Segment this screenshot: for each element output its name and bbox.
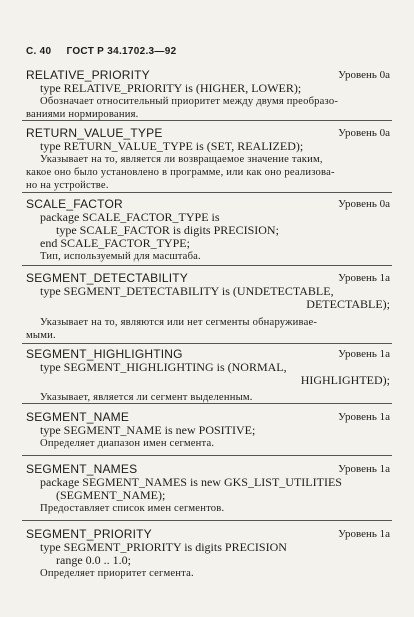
section-divider bbox=[22, 403, 392, 404]
entry-definition: package SCALE_FACTOR_TYPE is bbox=[40, 210, 220, 224]
entry-description: Тип, используемый для масштаба. bbox=[40, 251, 201, 262]
entry-description: Обозначает относительный приоритет между двумя преобразо- bbox=[40, 96, 339, 107]
entry-definition: range 0.0 .. 1.0; bbox=[56, 553, 131, 567]
entry-name: RETURN_VALUE_TYPE bbox=[26, 126, 163, 140]
section-divider bbox=[22, 192, 392, 193]
entry-segment-names bbox=[26, 463, 390, 515]
entry-return-value-type bbox=[26, 127, 390, 192]
entry-scale-factor bbox=[26, 198, 390, 263]
page-number: С. 40 bbox=[26, 46, 52, 57]
entry-segment-detectability bbox=[26, 272, 390, 342]
entry-name: SEGMENT_NAME bbox=[26, 410, 130, 424]
entry-definition: package SEGMENT_NAMES is new GKS_LIST_UTILITIES bbox=[40, 475, 342, 489]
entry-description: Указывает на то, является ли возвращаемое значение таким, bbox=[40, 154, 323, 165]
entry-definition: type SEGMENT_PRIORITY is digits PRECISION bbox=[40, 540, 287, 554]
entry-level: Уровень 1а bbox=[338, 528, 390, 540]
entry-name: SEGMENT_NAMES bbox=[26, 462, 138, 476]
entry-level: Уровень 0а bbox=[338, 127, 390, 139]
entry-definition: (SEGMENT_NAME); bbox=[56, 488, 166, 502]
entry-segment-name bbox=[26, 411, 390, 450]
entry-description: Определяет приоритет сегмента. bbox=[40, 568, 194, 579]
entry-description: Определяет диапазон имен сегмента. bbox=[40, 438, 215, 449]
entry-definition: type SEGMENT_DETECTABILITY is (UNDETECTABLE, bbox=[40, 284, 334, 298]
entry-level: Уровень 1а bbox=[338, 348, 390, 360]
entry-level: Уровень 0а bbox=[338, 69, 390, 81]
entry-description: но на устройстве. bbox=[26, 180, 109, 191]
entry-name: SEGMENT_PRIORITY bbox=[26, 527, 152, 541]
entry-name: RELATIVE_PRIORITY bbox=[26, 68, 150, 82]
section-divider bbox=[22, 455, 392, 456]
entry-definition: DETECTABLE); bbox=[306, 297, 390, 311]
entry-name: SCALE_FACTOR bbox=[26, 197, 123, 211]
section-divider bbox=[22, 265, 392, 266]
section-divider bbox=[22, 343, 392, 344]
entry-definition: type RELATIVE_PRIORITY is (HIGHER, LOWER); bbox=[40, 81, 302, 95]
entry-definition: type SCALE_FACTOR is digits PRECISION; bbox=[56, 223, 279, 237]
entry-name: SEGMENT_DETECTABILITY bbox=[26, 271, 189, 285]
entry-description: Предоставляет список имен сегментов. bbox=[40, 503, 225, 514]
page-header bbox=[26, 46, 188, 57]
entry-description: Указывает, является ли сегмент выделенным. bbox=[40, 392, 253, 403]
entry-definition: type RETURN_VALUE_TYPE is (SET, REALIZED); bbox=[40, 139, 304, 153]
entry-segment-highlighting bbox=[26, 348, 390, 404]
entry-description: мыми. bbox=[26, 330, 56, 341]
entry-relative-priority bbox=[26, 69, 390, 121]
entry-level: Уровень 0а bbox=[338, 198, 390, 210]
entry-level: Уровень 1а bbox=[338, 411, 390, 423]
section-divider bbox=[22, 520, 392, 521]
entry-description: какое оно было установлено в программе, или как оно реализова- bbox=[26, 167, 335, 178]
entry-segment-priority bbox=[26, 528, 390, 580]
entry-definition: type SEGMENT_HIGHLIGHTING is (NORMAL, bbox=[40, 360, 287, 374]
entry-description: Указывает на то, являются или нет сегменты обнаруживае- bbox=[40, 317, 318, 328]
entry-definition: HIGHLIGHTED); bbox=[300, 373, 390, 387]
section-divider bbox=[22, 120, 392, 121]
entry-definition: end SCALE_FACTOR_TYPE; bbox=[40, 236, 190, 250]
entry-description: ваниями нормирования. bbox=[26, 109, 139, 120]
standard-designation: ГОСТ Р 34.1702.3—92 bbox=[66, 46, 177, 57]
entry-name: SEGMENT_HIGHLIGHTING bbox=[26, 347, 183, 361]
entry-level: Уровень 1а bbox=[338, 463, 390, 475]
entry-level: Уровень 1а bbox=[338, 272, 390, 284]
entry-definition: type SEGMENT_NAME is new POSITIVE; bbox=[40, 423, 256, 437]
